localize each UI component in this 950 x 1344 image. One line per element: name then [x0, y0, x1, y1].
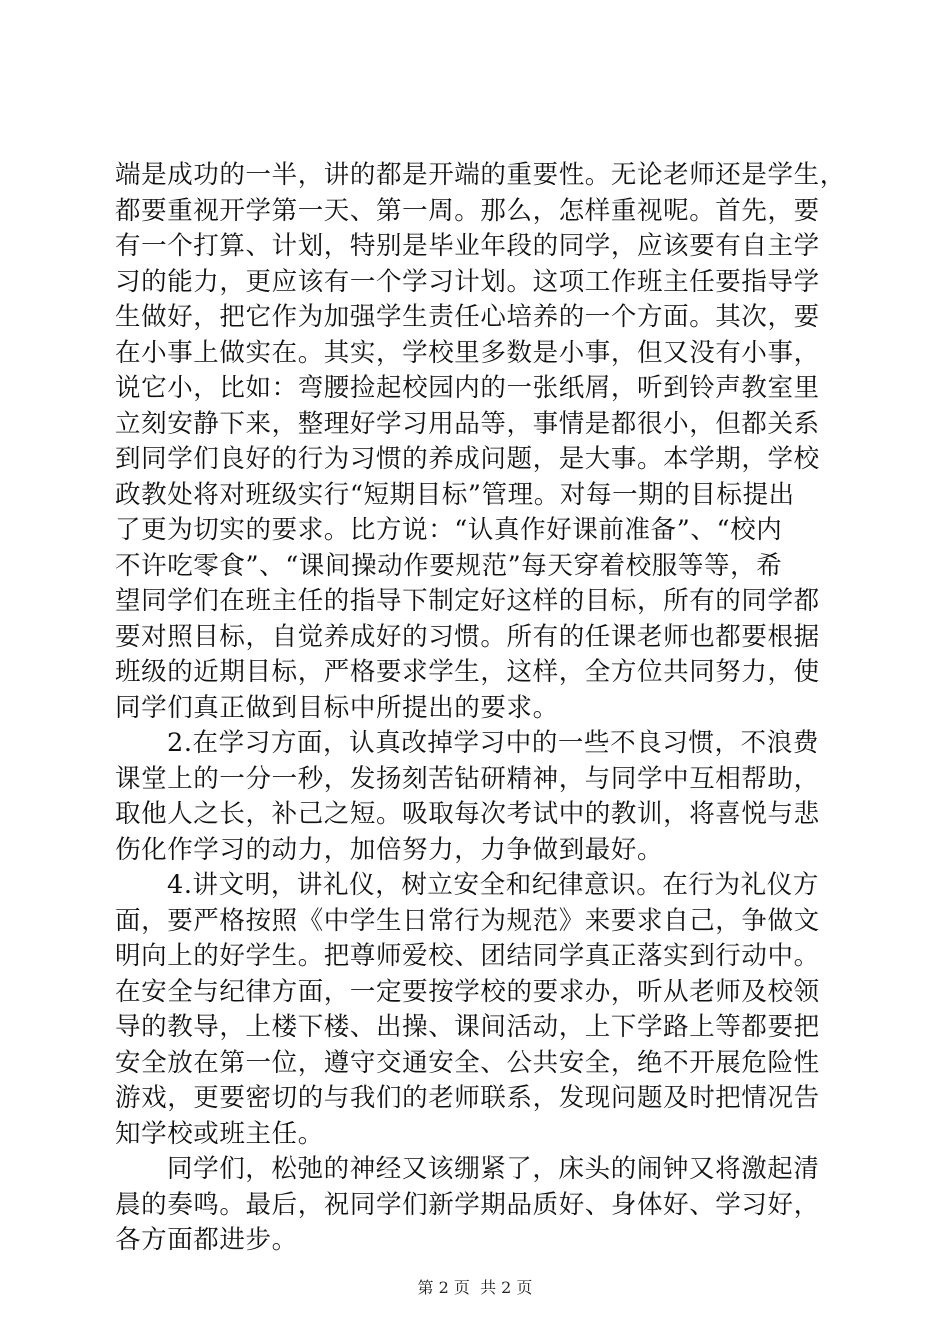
paragraph-start-line: 同学们，松弛的神经又该绷紧了，床头的闹钟又将激起清 [167, 1154, 820, 1184]
text-line: 安全放在第一位，遵守交通安全、公共安全，绝不开展危险性 [115, 1047, 820, 1078]
text-line: 生做好，把它作为加强学生责任心培养的一个方面。其次，要 [115, 302, 820, 332]
text-line: 在小事上做实在。其实，学校里多数是小事，但又没有小事， [115, 337, 820, 368]
text-line: 课堂上的一分一秒，发扬刻苦钻研精神，与同学中互相帮助， [115, 763, 820, 794]
text-line: 同学们真正做到目标中所提出的要求。 [115, 692, 559, 723]
text-line: 导的教导，上楼下楼、出操、课间活动，上下学路上等都要把 [115, 1012, 820, 1042]
text-line: 望同学们在班主任的指导下制定好这样的目标，所有的同学都 [115, 586, 820, 616]
text-line: 班级的近期目标，严格要求学生，这样，全方位共同努力，使 [115, 657, 820, 687]
text-line: 要对照目标，自觉养成好的习惯。所有的任课老师也都要根据 [115, 621, 820, 652]
text-line: 端是成功的一半，讲的都是开端的重要性。无论老师还是学生， [115, 160, 846, 190]
text-line: 不许吃零食”、“课间操动作要规范”每天穿着校服等等，希 [115, 550, 783, 581]
text-line: 有一个打算、计划，特别是毕业年段的同学，应该要有自主学 [115, 231, 820, 261]
page-number: 第 2 页 共 2 页 [417, 1278, 533, 1297]
text-line: 习的能力，更应该有一个学习计划。这项工作班主任要指导学 [115, 266, 820, 297]
document-body [115, 158, 846, 1259]
text-line: 在安全与纪律方面，一定要按学校的要求办，听从老师及校领 [115, 976, 820, 1007]
text-line: 都要重视开学第一天、第一周。那么，怎样重视呢。首先，要 [115, 195, 820, 226]
paragraph-start-line: 2.在学习方面，认真改掉学习中的一些不良习惯，不浪费 [167, 728, 819, 758]
text-line: 取他人之长，补己之短。吸取每次考试中的教训，将喜悦与悲 [115, 799, 820, 829]
text-line: 游戏，更要密切的与我们的老师联系，发现问题及时把情况告 [115, 1083, 820, 1113]
text-line: 立刻安静下来，整理好学习用品等，事情是都很小，但都关系 [115, 408, 820, 439]
page-footer [0, 1278, 950, 1298]
text-line: 各方面都进步。 [115, 1225, 298, 1255]
text-line: 晨的奏鸣。最后，祝同学们新学期品质好、身体好、学习好， [115, 1189, 820, 1220]
paragraph-start-line: 4.讲文明，讲礼仪，树立安全和纪律意识。在行为礼仪方 [167, 870, 819, 900]
text-line: 到同学们良好的行为习惯的养成问题，是大事。本学期，学校 [115, 444, 820, 474]
text-line: 知学校或班主任。 [115, 1118, 324, 1149]
text-line: 说它小，比如：弯腰捡起校园内的一张纸屑，听到铃声教室里 [115, 373, 820, 403]
text-line: 了更为切实的要求。比方说：“认真作好课前准备”、“校内 [115, 515, 783, 545]
text-line: 明向上的好学生。把尊师爱校、团结同学真正落实到行动中。 [115, 941, 820, 971]
text-line: 伤化作学习的动力，加倍努力，力争做到最好。 [115, 834, 664, 865]
text-line: 政教处将对班级实行“短期目标”管理。对每一期的目标提出 [115, 479, 795, 510]
text-line: 面，要严格按照《中学生日常行为规范》来要求自己，争做文 [115, 905, 820, 936]
